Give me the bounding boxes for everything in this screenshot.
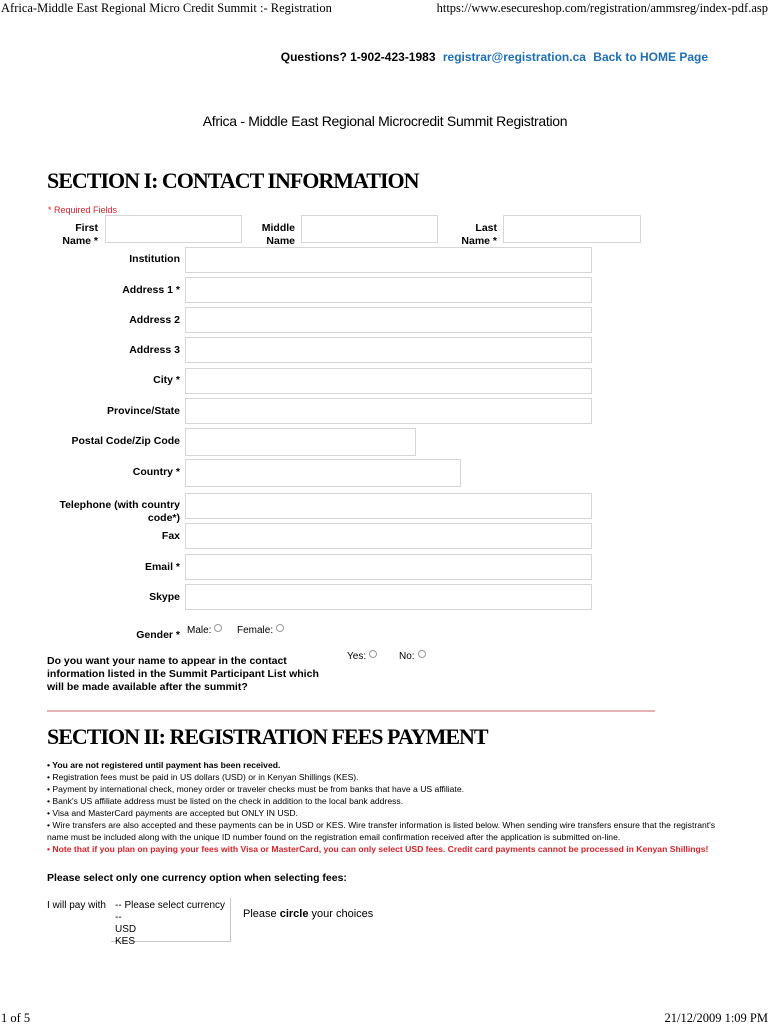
section-1-heading: SECTION I: CONTACT INFORMATION <box>47 168 419 193</box>
male-radio[interactable] <box>214 624 222 632</box>
telephone-input[interactable] <box>185 493 592 519</box>
currency-option-usd[interactable]: USD <box>115 924 137 935</box>
currency-listbox[interactable] <box>111 898 231 947</box>
middle-name-label: Middle Name <box>261 222 295 247</box>
city-input[interactable] <box>185 368 592 394</box>
institution-input[interactable] <box>185 247 592 273</box>
fax-label: Fax <box>161 530 180 542</box>
address2-label: Address 2 <box>129 314 180 326</box>
gender-label: Gender * <box>136 629 180 641</box>
province-input[interactable] <box>185 398 592 424</box>
address3-input[interactable] <box>185 337 592 363</box>
address3-label: Address 3 <box>129 344 180 356</box>
city-label: City * <box>153 374 180 386</box>
list-yes-option <box>347 650 377 662</box>
phone-text: Questions? 1-902-423-1983 <box>280 50 436 64</box>
participant-list-question: Do you want your name to appear in the contact information listed in the Summit Participant List which will be made available after the summit? <box>47 655 319 693</box>
institution-label: Institution <box>129 253 180 265</box>
list-item: • You are not registered until payment has been received. <box>47 760 281 770</box>
address1-label: Address 1 * <box>122 284 180 296</box>
middle-name-input[interactable] <box>301 215 438 243</box>
list-item: • Visa and MasterCard payments are accepted but ONLY IN USD. <box>47 808 298 818</box>
postal-code-label: Postal Code/Zip Code <box>71 435 180 447</box>
list-item: • Payment by international check, money order or traveler checks must be from banks that have a US affiliate. <box>47 784 464 794</box>
yes-radio[interactable] <box>369 650 377 658</box>
page-number: 1 of 5 <box>1 1011 31 1025</box>
address2-input[interactable] <box>185 307 592 333</box>
country-label: Country * <box>132 466 180 478</box>
contact-bar <box>281 50 708 64</box>
skype-input[interactable] <box>185 584 592 610</box>
last-name-input[interactable] <box>503 215 641 243</box>
last-name-label: Last Name * <box>461 222 497 247</box>
female-label: Female: <box>237 625 274 636</box>
home-link[interactable]: Back to HOME Page <box>593 50 708 64</box>
list-no-option <box>399 650 426 662</box>
list-item: • Registration fees must be paid in US dollars (USD) or in Kenyan Shillings (KES). <box>47 772 359 782</box>
skype-label: Skype <box>149 591 180 603</box>
no-radio[interactable] <box>418 650 426 658</box>
postal-code-input[interactable] <box>185 428 416 456</box>
country-select[interactable] <box>185 459 461 487</box>
required-note: * Required Fields <box>48 205 118 215</box>
pay-with-label: I will pay with <box>47 900 106 911</box>
circle-choices-note: Please circle your choices <box>243 908 374 920</box>
section-2-heading: SECTION II: REGISTRATION FEES PAYMENT <box>47 724 488 749</box>
fax-input[interactable] <box>185 523 592 549</box>
circle-word: circle <box>279 908 309 920</box>
list-item: • Wire transfers are also accepted and these payments can be in USD or KES. Wire transfer information is listed below. When sending wire transfers ensure that the registrant's name must be included along with the unique ID number found on the registration email confirmation received after the application is submitted on-line. <box>47 820 716 842</box>
email-label: Email * <box>144 561 180 573</box>
email-input[interactable] <box>185 554 592 580</box>
telephone-label: Telephone (with country code*) <box>59 499 180 524</box>
gender-male-option <box>187 624 222 636</box>
currency-option-kes[interactable]: KES <box>115 936 136 947</box>
currency-instruction: Please select only one currency option when selecting fees: <box>47 872 347 884</box>
payment-info-list <box>47 759 727 855</box>
no-label: No: <box>399 651 415 662</box>
first-name-label: First Name * <box>62 222 98 247</box>
province-label: Province/State <box>107 405 180 417</box>
print-date: 21/12/2009 1:09 PM <box>664 1011 768 1025</box>
list-item: • Bank's US affiliate address must be listed on the check in addition to the local bank address. <box>47 796 404 806</box>
male-label: Male: <box>187 625 212 636</box>
currency-option-placeholder[interactable]: -- Please select currency -- <box>115 900 226 923</box>
yes-label: Yes: <box>347 651 367 662</box>
female-radio[interactable] <box>276 624 284 632</box>
email-link[interactable]: registrar@registration.ca <box>442 50 586 64</box>
credit-card-note: • Note that if you plan on paying your fees with Visa or MasterCard, you can only select USD fees. Credit card payments cannot be processed in Kenyan Shillings! <box>47 844 709 854</box>
page-title: Africa - Middle East Regional Microcredit Summit Registration <box>202 113 568 129</box>
first-name-input[interactable] <box>105 215 242 243</box>
address1-input[interactable] <box>185 277 592 303</box>
gender-female-option <box>237 624 284 636</box>
document-title: Africa-Middle East Regional Micro Credit Summit :- Registration <box>1 1 332 15</box>
section-divider <box>47 710 655 712</box>
page-url: https://www.esecureshop.com/registration/ammsreg/index-pdf.asp <box>436 1 768 15</box>
